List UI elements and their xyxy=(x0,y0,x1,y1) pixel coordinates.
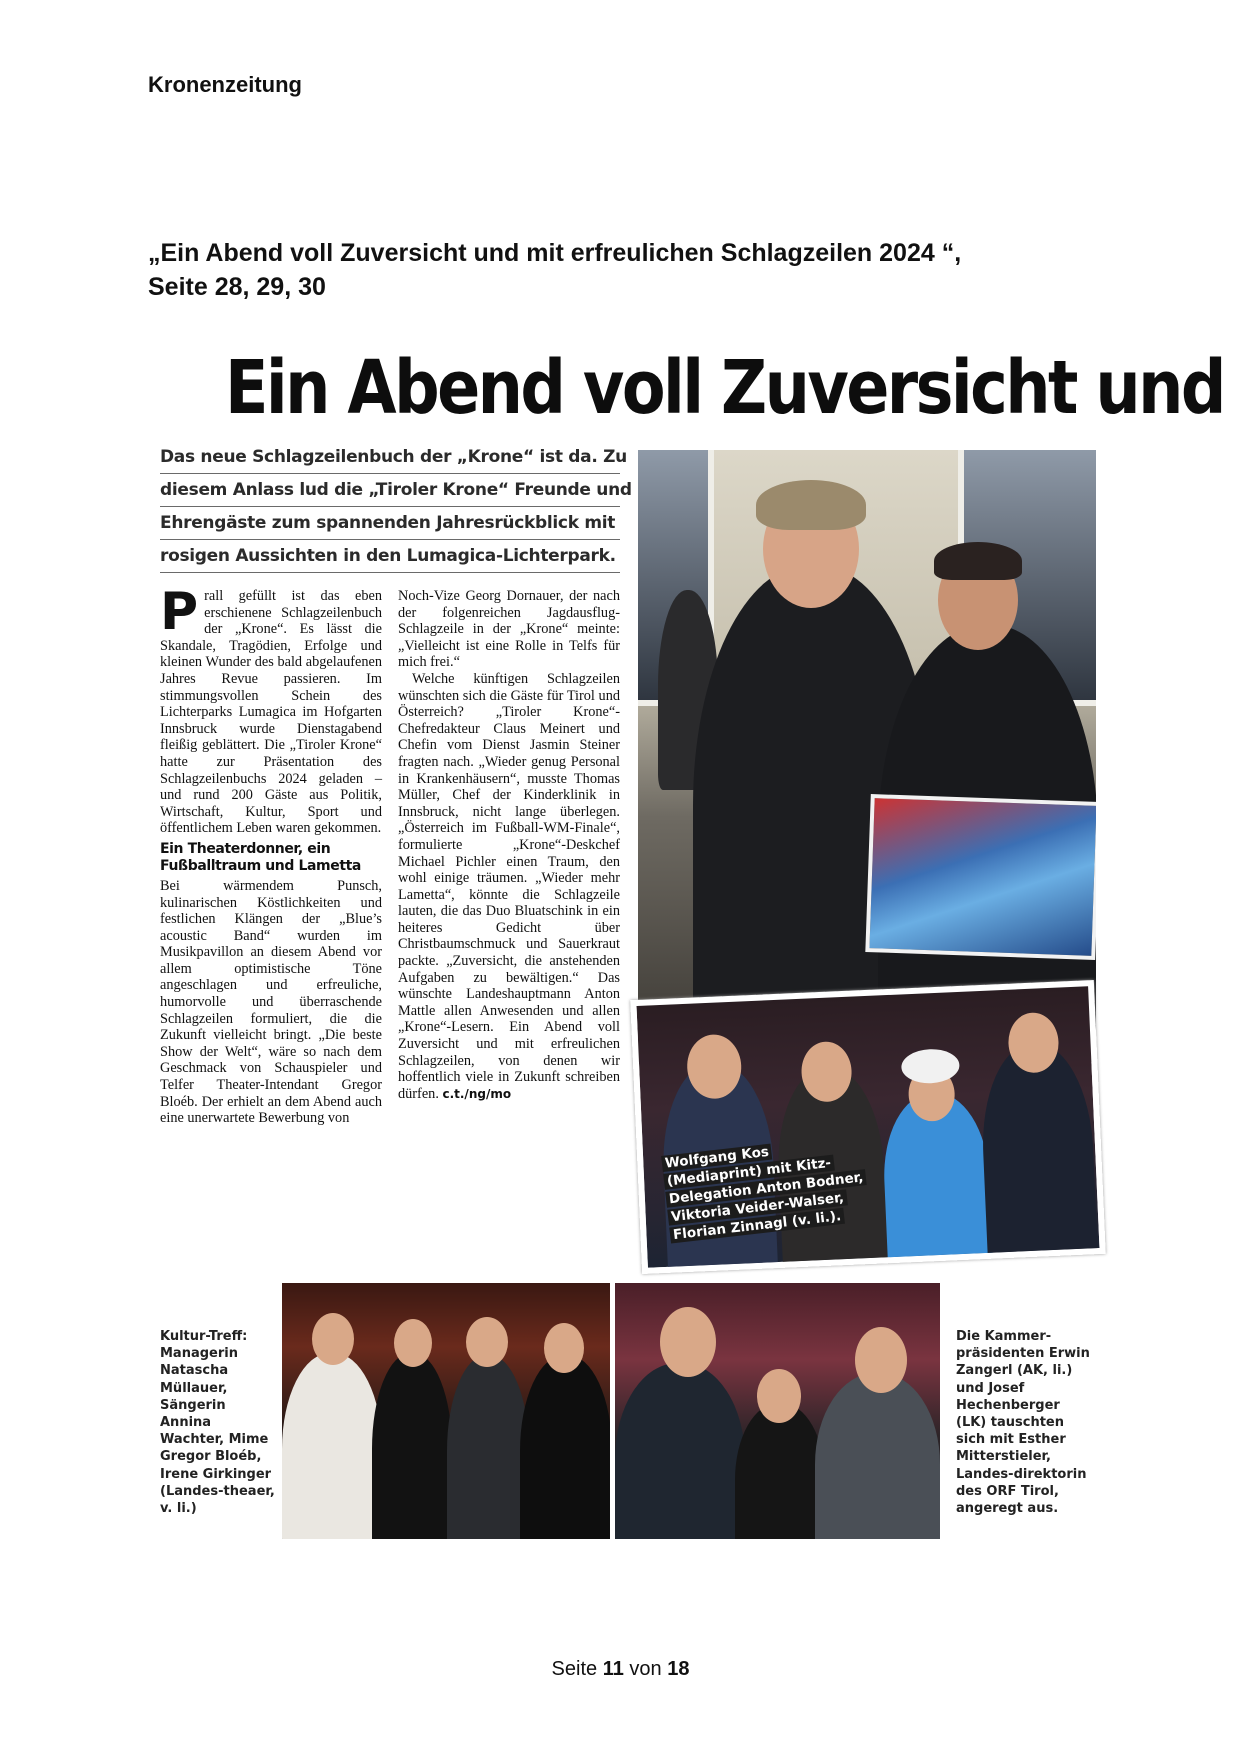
photo-person xyxy=(282,1353,382,1539)
lead-line: Ehrengäste zum spannenden Jahresrückblick mit xyxy=(160,508,620,540)
lead-line: rosigen Aussichten in den Lumagica-Lichterpark. xyxy=(160,541,620,573)
article-paragraph: Noch-Vize Georg Dornauer, der nach der folgenreichen Jagdausflug-Schlagzeile in der „Krone“ meinte: „Vielleicht ist eine Rolle in Telfs für mich frei.“ xyxy=(398,588,620,671)
photo-hair xyxy=(934,542,1022,580)
photo-person xyxy=(735,1403,825,1539)
footer-middle: von xyxy=(629,1658,662,1680)
photo-kultur-treff xyxy=(282,1283,610,1539)
drop-cap: P xyxy=(160,582,199,642)
footer-page-total: 18 xyxy=(667,1658,690,1680)
article-paragraph: rall gefüllt ist das eben erschienene Schlagzeilenbuch der „Krone“. Es lässt die Skandale, Tragödien, Erfolge und kleinen Wunder des bald abgelaufenen Jahres Revue passieren. Im stimmungsvollen Schein des Lichterparks Lumagica im Hofgarten Innsbruck wurde Dienstagabend fleißig geblättert. Die „Tiroler Krone“ hatte zur Präsentation des Schlagzeilenbuchs 2024 geladen – und rund 200 Gäste aus Politik, Wirtschaft, Kultur, Sport und öffentlichem Leben waren gekommen. xyxy=(160,588,382,837)
photo-face xyxy=(544,1323,584,1373)
document-title-line2: Seite 28, 29, 30 xyxy=(148,273,326,301)
photo-person xyxy=(815,1373,940,1539)
lead-line: Das neue Schlagzeilenbuch der „Krone“ ist da. Zu xyxy=(160,442,620,474)
document-header: Kronenzeitung xyxy=(148,72,302,97)
photo-book xyxy=(865,794,1096,960)
photo-face xyxy=(660,1307,716,1377)
article-column-2 xyxy=(398,588,620,1102)
photo-kitz-delegation xyxy=(630,980,1106,1274)
photo-face xyxy=(466,1317,508,1367)
photo-kammerpraesidenten xyxy=(615,1283,940,1539)
caption-kammerpraesidenten: Die Kammer-präsidenten Erwin Zangerl (AK, li.) und Josef Hechenberger (LK) tauschten sich mit Esther Mitterstieler, Landes-direktorin des ORF Tirol, angeregt aus. xyxy=(956,1329,1090,1517)
photo-face xyxy=(394,1319,432,1367)
caption-kultur-treff: Kultur-Treff: Managerin Natascha Müllauer, Sängerin Annina Wachter, Mime Gregor Bloéb, Irene Girkinger (Landes-theaer, v. li.) xyxy=(160,1329,275,1517)
page-footer xyxy=(0,1658,1241,1681)
lead-line: diesem Anlass lud die „Tiroler Krone“ Freunde und xyxy=(160,475,620,507)
article-subheading xyxy=(160,841,382,875)
subheading-line: Ein Theaterdonner, ein xyxy=(160,840,331,857)
document-title-line1: „Ein Abend voll Zuversicht und mit erfreulichen Schlagzeilen 2024 “, xyxy=(148,239,962,267)
footer-prefix: Seite xyxy=(551,1658,598,1680)
caption-kitz-text: Wolfgang Kos (Mediaprint) mit Kitz-Delegation Anton Bodner, Viktoria Veider-Walser, Florian Zinnagl (v. li.). xyxy=(661,1144,867,1244)
author-signature: c.t./ng/mo xyxy=(442,1086,512,1101)
article-paragraph: Bei wärmendem Punsch, kulinarischen Köstlichkeiten und festlichen Klängen der „Blue’s acoustic Band“ wurden im Musikpavillon an diesem Abend vor allem optimistische Töne angeschlagen und erfreuliche, humorvolle und überraschende Schlagzeilen formuliert, die die Zukunft vielleicht bringt. „Die beste Show der Welt“, wäre so nach dem Geschmack von Schauspieler und Telfer Theater-Intendant Gregor Bloéb. Der erhielt an dem Abend auch eine unerwartete Bewerbung von xyxy=(160,877,382,1127)
article-paragraph-text: Welche künftigen Schlagzeilen wünschten sich die Gäste für Tirol und Österreich? „Tiroler Krone“-Chefredakteur Claus Meinert und Chefin vom Dienst Jasmin Steiner fragten nach. „Wieder genug Personal in Krankenhäusern“, musste Thomas Müller, Chef der Kinderklinik in Innsbruck, nicht lange überlegen. „Österreich im Fußball-WM-Finale“, formulierte „Krone“-Deskchef Michael Pichler einen Traum, den wohl einige träumen. „Wieder mehr Lametta“, könnte die Schlagzeile lauten, die das Duo Bluatschink in ein heiteres Gedicht über Christbaumschmuck und Sauerkraut packte. „Zuversicht, die anstehenden Aufgaben zu bewältigen.“ Das wünschte Landeshauptmann Anton Mattle allen Anwesenden und allen „Krone“-Lesern. Ein Abend voll Zuversicht und mit erfreulichen Schlagzeilen, von denen wir hoffentlich viele in Zukunft schreiben dürfen. xyxy=(398,670,620,1102)
footer-page-number: 11 xyxy=(602,1658,624,1680)
subheading-line: Fußballtraum und Lametta xyxy=(160,857,361,874)
article-paragraph xyxy=(398,671,620,1102)
photo-person xyxy=(520,1355,610,1539)
photo-person xyxy=(615,1363,745,1539)
photo-hat xyxy=(901,1048,960,1084)
article-column-1 xyxy=(160,582,382,1127)
photo-person xyxy=(372,1353,452,1539)
photo-face xyxy=(312,1313,354,1365)
photo-hair xyxy=(756,480,866,530)
photo-face xyxy=(855,1327,907,1393)
article-headline: Ein Abend voll Zuversicht und xyxy=(225,345,1224,431)
document-title xyxy=(148,236,1108,304)
photo-person xyxy=(979,1041,1099,1271)
photo-face xyxy=(757,1369,801,1423)
photo-main xyxy=(638,450,1096,1062)
photo-person xyxy=(447,1355,529,1539)
article-lead xyxy=(160,442,632,574)
